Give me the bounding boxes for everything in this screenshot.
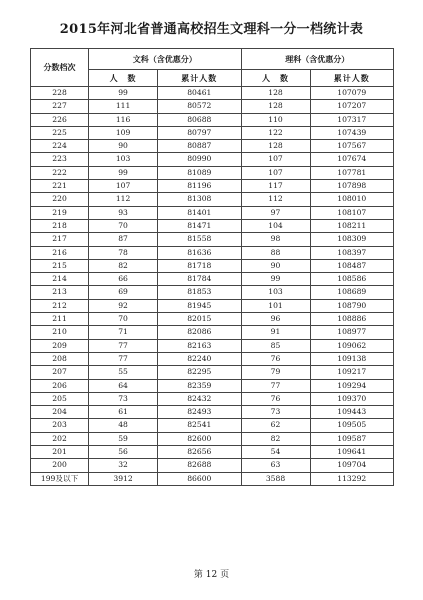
wenke-count-header: 人 数 bbox=[89, 70, 158, 87]
like-cumulative-cell: 107079 bbox=[310, 87, 394, 100]
wenke-cumulative-cell: 81308 bbox=[158, 193, 241, 206]
like-count-cell: 91 bbox=[241, 326, 310, 339]
like-cumulative-cell: 109505 bbox=[310, 419, 394, 432]
like-header: 理科（含优惠分） bbox=[241, 49, 393, 70]
wenke-count-cell: 116 bbox=[89, 113, 158, 126]
like-count-cell: 103 bbox=[241, 286, 310, 299]
score-cell: 216 bbox=[31, 246, 89, 259]
wenke-cumulative-cell: 82493 bbox=[158, 406, 241, 419]
score-cell: 204 bbox=[31, 406, 89, 419]
like-cumulative-cell: 107439 bbox=[310, 126, 394, 139]
score-cell: 212 bbox=[31, 299, 89, 312]
like-cumulative-cell: 109704 bbox=[310, 459, 394, 472]
score-cell: 217 bbox=[31, 233, 89, 246]
like-count-cell: 76 bbox=[241, 392, 310, 405]
like-cumulative-cell: 109062 bbox=[310, 339, 394, 352]
table-row bbox=[31, 246, 394, 259]
like-cumulative-cell: 108211 bbox=[310, 219, 394, 232]
like-cumulative-cell: 109587 bbox=[310, 432, 394, 445]
score-cell: 200 bbox=[31, 459, 89, 472]
like-cumulative-cell: 109641 bbox=[310, 446, 394, 459]
like-cumulative-cell: 107567 bbox=[310, 140, 394, 153]
wenke-cumulative-cell: 82240 bbox=[158, 352, 241, 365]
wenke-count-cell: 69 bbox=[89, 286, 158, 299]
like-cumulative-cell: 108309 bbox=[310, 233, 394, 246]
score-cell: 203 bbox=[31, 419, 89, 432]
table-row bbox=[31, 166, 394, 179]
wenke-count-cell: 77 bbox=[89, 339, 158, 352]
wenke-count-cell: 93 bbox=[89, 206, 158, 219]
like-count-cell: 96 bbox=[241, 313, 310, 326]
like-count-cell: 117 bbox=[241, 180, 310, 193]
wenke-cumulative-cell: 82086 bbox=[158, 326, 241, 339]
wenke-cumulative-cell: 80797 bbox=[158, 126, 241, 139]
score-cell: 209 bbox=[31, 339, 89, 352]
page-title: 2015年河北省普通高校招生文理科一分一档统计表 bbox=[59, 22, 364, 37]
like-cumulative-cell: 108586 bbox=[310, 273, 394, 286]
like-count-cell: 97 bbox=[241, 206, 310, 219]
wenke-count-cell: 111 bbox=[89, 100, 158, 113]
table-row bbox=[31, 100, 394, 113]
score-cell: 220 bbox=[31, 193, 89, 206]
table-row bbox=[31, 126, 394, 139]
wenke-cumulative-cell: 82295 bbox=[158, 366, 241, 379]
score-cell: 205 bbox=[31, 392, 89, 405]
table-row bbox=[31, 366, 394, 379]
like-cumulative-cell: 113292 bbox=[310, 472, 394, 485]
wenke-cumulative-cell: 82015 bbox=[158, 313, 241, 326]
score-cell: 213 bbox=[31, 286, 89, 299]
like-count-header: 人 数 bbox=[241, 70, 310, 87]
table-header bbox=[31, 49, 394, 87]
wenke-cumulative-cell: 81784 bbox=[158, 273, 241, 286]
wenke-count-cell: 55 bbox=[89, 366, 158, 379]
table-row bbox=[31, 406, 394, 419]
wenke-cumulative-cell: 80887 bbox=[158, 140, 241, 153]
like-count-cell: 128 bbox=[241, 140, 310, 153]
table-row bbox=[31, 339, 394, 352]
score-cell: 226 bbox=[31, 113, 89, 126]
wenke-cumulative-cell: 81718 bbox=[158, 259, 241, 272]
wenke-cumulative-header: 累计人数 bbox=[158, 70, 241, 87]
like-cumulative-cell: 109217 bbox=[310, 366, 394, 379]
like-cumulative-cell: 107781 bbox=[310, 166, 394, 179]
wenke-count-cell: 112 bbox=[89, 193, 158, 206]
table-row bbox=[31, 299, 394, 312]
table-row bbox=[31, 153, 394, 166]
wenke-cumulative-cell: 82656 bbox=[158, 446, 241, 459]
like-cumulative-cell: 108886 bbox=[310, 313, 394, 326]
table-row bbox=[31, 193, 394, 206]
wenke-count-cell: 59 bbox=[89, 432, 158, 445]
like-count-cell: 82 bbox=[241, 432, 310, 445]
like-count-cell: 110 bbox=[241, 113, 310, 126]
score-cell: 201 bbox=[31, 446, 89, 459]
table-row bbox=[31, 472, 394, 485]
like-count-cell: 101 bbox=[241, 299, 310, 312]
wenke-count-cell: 99 bbox=[89, 166, 158, 179]
like-count-cell: 85 bbox=[241, 339, 310, 352]
table-row bbox=[31, 326, 394, 339]
wenke-cumulative-cell: 82541 bbox=[158, 419, 241, 432]
score-cell: 227 bbox=[31, 100, 89, 113]
wenke-count-cell: 48 bbox=[89, 419, 158, 432]
like-count-cell: 54 bbox=[241, 446, 310, 459]
score-cell: 219 bbox=[31, 206, 89, 219]
table-row bbox=[31, 432, 394, 445]
wenke-cumulative-cell: 82359 bbox=[158, 379, 241, 392]
like-count-cell: 128 bbox=[241, 87, 310, 100]
like-count-cell: 128 bbox=[241, 100, 310, 113]
wenke-cumulative-cell: 81471 bbox=[158, 219, 241, 232]
wenke-count-cell: 32 bbox=[89, 459, 158, 472]
score-cell: 211 bbox=[31, 313, 89, 326]
like-count-cell: 90 bbox=[241, 259, 310, 272]
score-cell: 222 bbox=[31, 166, 89, 179]
table-row bbox=[31, 219, 394, 232]
table-body bbox=[31, 87, 394, 486]
wenke-cumulative-cell: 80572 bbox=[158, 100, 241, 113]
like-count-cell: 107 bbox=[241, 153, 310, 166]
like-count-cell: 77 bbox=[241, 379, 310, 392]
like-cumulative-cell: 108790 bbox=[310, 299, 394, 312]
score-table bbox=[30, 48, 394, 486]
wenke-count-cell: 92 bbox=[89, 299, 158, 312]
like-count-cell: 99 bbox=[241, 273, 310, 286]
table-row bbox=[31, 419, 394, 432]
like-count-cell: 73 bbox=[241, 406, 310, 419]
wenke-cumulative-cell: 81853 bbox=[158, 286, 241, 299]
table-row bbox=[31, 233, 394, 246]
like-cumulative-cell: 108107 bbox=[310, 206, 394, 219]
score-cell: 210 bbox=[31, 326, 89, 339]
wenke-count-cell: 70 bbox=[89, 219, 158, 232]
like-cumulative-cell: 109370 bbox=[310, 392, 394, 405]
wenke-cumulative-cell: 81945 bbox=[158, 299, 241, 312]
wenke-cumulative-cell: 81636 bbox=[158, 246, 241, 259]
page-number: 第 12 页 bbox=[193, 570, 230, 580]
wenke-count-cell: 82 bbox=[89, 259, 158, 272]
table-row bbox=[31, 140, 394, 153]
wenke-count-cell: 70 bbox=[89, 313, 158, 326]
table-row bbox=[31, 392, 394, 405]
wenke-header: 文科（含优惠分） bbox=[89, 49, 241, 70]
score-cell: 206 bbox=[31, 379, 89, 392]
score-cell: 208 bbox=[31, 352, 89, 365]
wenke-count-cell: 99 bbox=[89, 87, 158, 100]
like-count-cell: 79 bbox=[241, 366, 310, 379]
like-count-cell: 88 bbox=[241, 246, 310, 259]
table-row bbox=[31, 459, 394, 472]
wenke-cumulative-cell: 81401 bbox=[158, 206, 241, 219]
score-cell: 218 bbox=[31, 219, 89, 232]
like-count-cell: 122 bbox=[241, 126, 310, 139]
score-cell: 223 bbox=[31, 153, 89, 166]
like-cumulative-cell: 109443 bbox=[310, 406, 394, 419]
like-cumulative-cell: 108397 bbox=[310, 246, 394, 259]
like-count-cell: 98 bbox=[241, 233, 310, 246]
table-row bbox=[31, 352, 394, 365]
wenke-count-cell: 73 bbox=[89, 392, 158, 405]
table-row bbox=[31, 273, 394, 286]
like-cumulative-cell: 108689 bbox=[310, 286, 394, 299]
like-cumulative-cell: 107317 bbox=[310, 113, 394, 126]
like-count-cell: 112 bbox=[241, 193, 310, 206]
table-row bbox=[31, 379, 394, 392]
like-count-cell: 104 bbox=[241, 219, 310, 232]
wenke-cumulative-cell: 80990 bbox=[158, 153, 241, 166]
wenke-count-cell: 87 bbox=[89, 233, 158, 246]
wenke-cumulative-cell: 86600 bbox=[158, 472, 241, 485]
wenke-cumulative-cell: 82600 bbox=[158, 432, 241, 445]
table-row bbox=[31, 113, 394, 126]
score-cell: 228 bbox=[31, 87, 89, 100]
wenke-cumulative-cell: 82432 bbox=[158, 392, 241, 405]
score-cell: 225 bbox=[31, 126, 89, 139]
like-cumulative-cell: 108487 bbox=[310, 259, 394, 272]
table-row bbox=[31, 87, 394, 100]
wenke-count-cell: 78 bbox=[89, 246, 158, 259]
wenke-count-cell: 71 bbox=[89, 326, 158, 339]
like-cumulative-cell: 107898 bbox=[310, 180, 394, 193]
wenke-count-cell: 64 bbox=[89, 379, 158, 392]
table-row bbox=[31, 446, 394, 459]
wenke-count-cell: 90 bbox=[89, 140, 158, 153]
table-row bbox=[31, 206, 394, 219]
like-cumulative-cell: 108977 bbox=[310, 326, 394, 339]
like-count-cell: 107 bbox=[241, 166, 310, 179]
wenke-cumulative-cell: 80461 bbox=[158, 87, 241, 100]
like-count-cell: 63 bbox=[241, 459, 310, 472]
wenke-cumulative-cell: 81196 bbox=[158, 180, 241, 193]
score-cell: 199及以下 bbox=[31, 472, 89, 485]
wenke-count-cell: 77 bbox=[89, 352, 158, 365]
wenke-cumulative-cell: 82688 bbox=[158, 459, 241, 472]
like-count-cell: 62 bbox=[241, 419, 310, 432]
score-cell: 221 bbox=[31, 180, 89, 193]
like-cumulative-cell: 107674 bbox=[310, 153, 394, 166]
like-count-cell: 76 bbox=[241, 352, 310, 365]
wenke-count-cell: 66 bbox=[89, 273, 158, 286]
like-cumulative-header: 累计人数 bbox=[310, 70, 394, 87]
score-cell: 215 bbox=[31, 259, 89, 272]
score-cell: 214 bbox=[31, 273, 89, 286]
wenke-cumulative-cell: 80688 bbox=[158, 113, 241, 126]
wenke-cumulative-cell: 82163 bbox=[158, 339, 241, 352]
wenke-cumulative-cell: 81558 bbox=[158, 233, 241, 246]
score-cell: 224 bbox=[31, 140, 89, 153]
wenke-cumulative-cell: 81089 bbox=[158, 166, 241, 179]
like-cumulative-cell: 108010 bbox=[310, 193, 394, 206]
wenke-count-cell: 3912 bbox=[89, 472, 158, 485]
wenke-count-cell: 103 bbox=[89, 153, 158, 166]
wenke-count-cell: 107 bbox=[89, 180, 158, 193]
table-row bbox=[31, 180, 394, 193]
table-row bbox=[31, 259, 394, 272]
wenke-count-cell: 109 bbox=[89, 126, 158, 139]
like-count-cell: 3588 bbox=[241, 472, 310, 485]
table-row bbox=[31, 286, 394, 299]
like-cumulative-cell: 109138 bbox=[310, 352, 394, 365]
table-row bbox=[31, 313, 394, 326]
wenke-count-cell: 56 bbox=[89, 446, 158, 459]
like-cumulative-cell: 109294 bbox=[310, 379, 394, 392]
wenke-count-cell: 61 bbox=[89, 406, 158, 419]
score-cell: 207 bbox=[31, 366, 89, 379]
score-band-header: 分数档次 bbox=[31, 49, 89, 87]
score-cell: 202 bbox=[31, 432, 89, 445]
like-cumulative-cell: 107207 bbox=[310, 100, 394, 113]
